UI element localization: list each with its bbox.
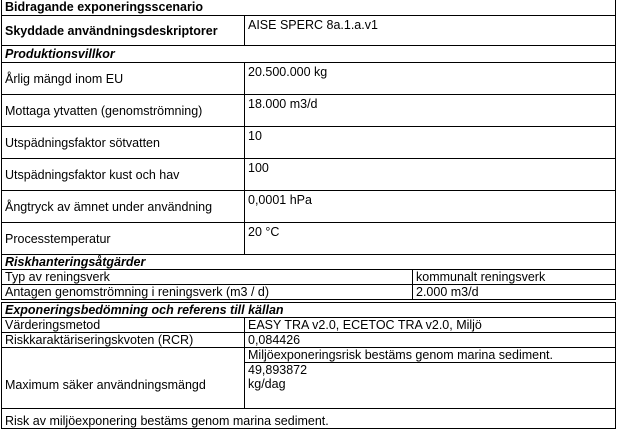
production-label: Utspädningsfaktor kust och hav [2, 159, 245, 191]
risk-header: Riskhanteringsåtgärder [2, 255, 616, 270]
descriptor-label: Skyddade användningsdeskriptorer [2, 16, 245, 46]
production-value: 18.000 m3/d [245, 95, 616, 127]
rcr-label: Riskkaraktäriseringskvoten (RCR) [2, 333, 245, 348]
production-label: Processtemperatur [2, 223, 245, 255]
exposure-footer: Risk av miljöexponering bestäms genom marina sediment. [2, 409, 616, 429]
rcr-value: 0,084426 [245, 333, 616, 348]
max-value-unit: kg/dag [248, 377, 286, 391]
max-label: Maximum säker användningsmängd [2, 363, 245, 409]
note-spacer [2, 348, 245, 363]
production-label: Utspädningsfaktor sötvatten [2, 127, 245, 159]
risk-value: kommunalt reningsverk [413, 270, 616, 285]
max-value [245, 363, 616, 409]
risk-label: Antagen genomströmning i reningsverk (m3 / d) [2, 285, 413, 300]
method-label: Värderingsmetod [2, 318, 245, 333]
production-value: 10 [245, 127, 616, 159]
risk-value: 2.000 m3/d [413, 285, 616, 300]
upper-table [1, 0, 616, 255]
exposure-header: Exponeringsbedömning och referens till källan [2, 303, 616, 318]
production-label: Ångtryck av ämnet under användning [2, 191, 245, 223]
exposure-note: Miljöexponeringsrisk bestäms genom marina sediment. [245, 348, 616, 363]
production-value: 100 [245, 159, 616, 191]
scenario-title: Bidragande exponeringsscenario [2, 0, 616, 16]
production-label: Årlig mängd inom EU [2, 63, 245, 95]
max-value-number: 49,893872 [248, 363, 308, 377]
risk-label: Typ av reningsverk [2, 270, 413, 285]
production-value: 20.500.000 kg [245, 63, 616, 95]
risk-table [1, 254, 616, 300]
production-value: 0,0001 hPa [245, 191, 616, 223]
production-header: Produktionsvillkor [2, 46, 616, 63]
method-value: EASY TRA v2.0, ECETOC TRA v2.0, Miljö [245, 318, 616, 333]
production-label: Mottaga ytvatten (genomströmning) [2, 95, 245, 127]
exposure-table [1, 302, 616, 429]
descriptor-value: AISE SPERC 8a.1.a.v1 [245, 16, 616, 46]
production-value: 20 °C [245, 223, 616, 255]
